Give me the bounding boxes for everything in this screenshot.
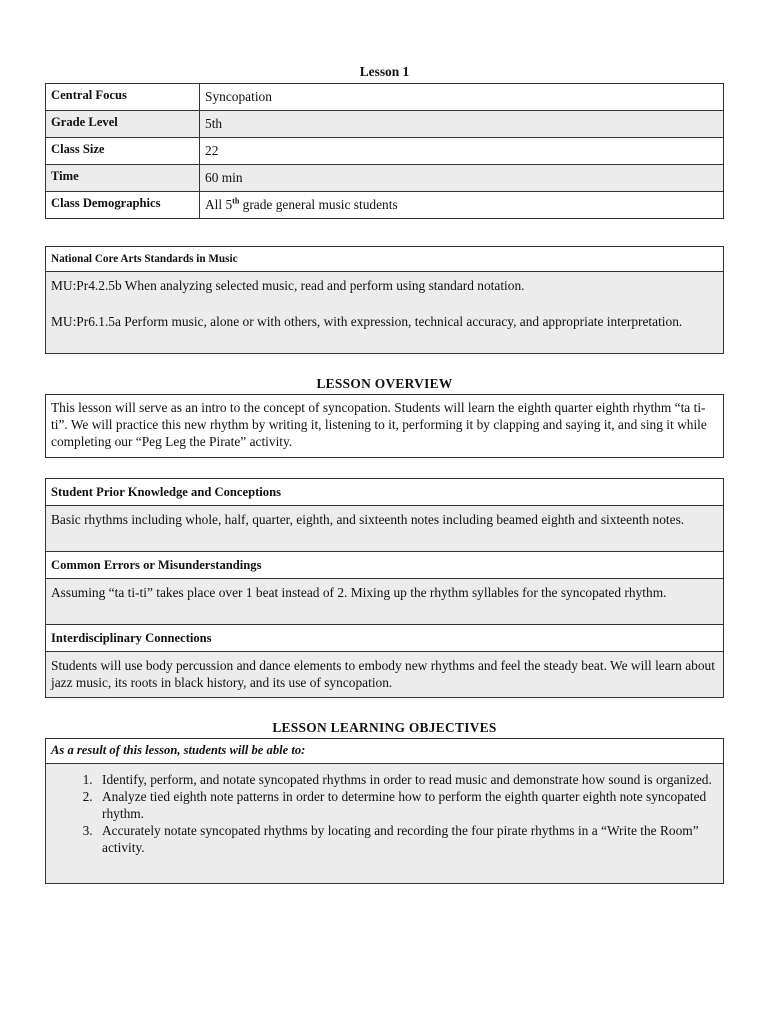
table-row [46,192,724,219]
prior-knowledge-heading: Student Prior Knowledge and Conceptions [46,479,724,506]
table-row [46,764,724,884]
lesson-title: Lesson 1 [359,64,410,79]
table-row [46,739,724,764]
table-row [46,395,724,458]
table-row [46,138,724,165]
standard-item: MU:Pr4.2.5b When analyzing selected music, read and perform using standard notation. [51,278,525,293]
table-row [46,625,724,652]
grade-level-value: 5th [200,111,724,138]
knowledge-table [45,478,724,698]
objectives-heading: LESSON LEARNING OBJECTIVES [272,720,497,735]
lesson-info-table [45,83,724,219]
standard-item: MU:Pr6.1.5a Perform music, alone or with others, with expression, technical accuracy, and appropriate interpretation. [51,314,683,329]
class-demographics-value [200,192,724,219]
class-demographics-label: Class Demographics [46,192,200,219]
table-row [46,165,724,192]
class-size-label: Class Size [46,138,200,165]
objective-item: 2. Analyze tied eighth note patterns in order to determine how to perform the eighth quarter eighth note syncopated rhythm. [96,788,718,822]
table-row [46,506,724,552]
table-row [46,652,724,698]
objectives-list [51,771,718,856]
common-errors-text: Assuming “ta ti-ti” takes place over 1 beat instead of 2. Mixing up the rhythm syllables for the syncopated rhythm. [46,579,724,625]
grade-level-label: Grade Level [46,111,200,138]
table-row [46,579,724,625]
interdisciplinary-heading: Interdisciplinary Connections [46,625,724,652]
table-row [46,111,724,138]
time-label: Time [46,165,200,192]
common-errors-heading: Common Errors or Misunderstandings [46,552,724,579]
table-row [46,479,724,506]
objectives-table [45,738,724,884]
central-focus-label: Central Focus [46,84,200,111]
standards-heading: National Core Arts Standards in Music [46,247,724,272]
table-row [46,247,724,272]
demographics-superscript: th [232,196,240,206]
standards-content [46,272,724,354]
objective-item: 1. Identify, perform, and notate syncopated rhythms in order to read music and demonstrate how sound is organized. [96,771,718,788]
objectives-intro: As a result of this lesson, students will be able to: [46,739,724,764]
table-row [46,552,724,579]
standards-table [45,246,724,354]
demographics-prefix: All 5 [205,197,233,212]
table-row [46,272,724,354]
objective-item: 3. Accurately notate syncopated rhythms by locating and recording the four pirate rhythms in a “Write the Room” activity. [96,822,718,856]
overview-text: This lesson will serve as an intro to the concept of syncopation. Students will learn the eighth quarter eighth rhythm “ta ti-ti”. We will practice this new rhythm by writing it, listening to it, performing it by clapping and saying it, and sing it while completing our “Peg Leg the Pirate” activity. [46,395,724,458]
central-focus-value: Syncopation [200,84,724,111]
demographics-suffix: grade general music students [239,197,398,212]
time-value: 60 min [200,165,724,192]
interdisciplinary-text: Students will use body percussion and dance elements to embody new rhythms and feel the steady beat. We will learn about jazz music, its roots in black history, and its use of syncopation. [46,652,724,698]
overview-table [45,394,724,458]
prior-knowledge-text: Basic rhythms including whole, half, quarter, eighth, and sixteenth notes including beamed eighth and sixteenth notes. [46,506,724,552]
overview-heading: LESSON OVERVIEW [316,376,453,391]
table-row [46,84,724,111]
objectives-content [46,764,724,884]
class-size-value: 22 [200,138,724,165]
